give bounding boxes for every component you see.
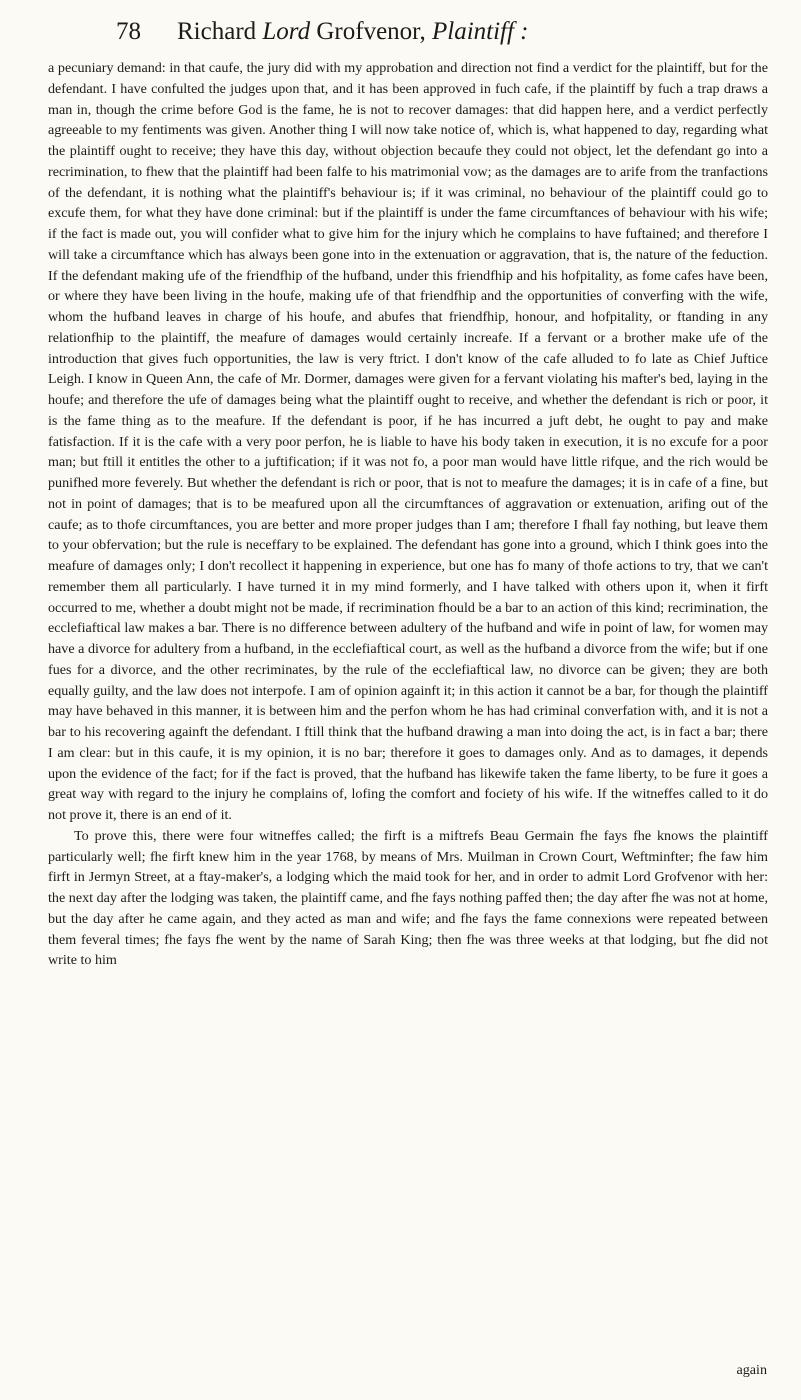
- running-head-surname: Grofvenor,: [310, 18, 432, 45]
- catchword: again: [736, 1362, 767, 1378]
- running-head-role: Plaintiff :: [431, 18, 529, 45]
- page-number: 78: [116, 18, 141, 45]
- body-text: [48, 58, 768, 971]
- paragraph: To prove this, there were four witneffes called; the firft is a miftrefs Beau Germain fhe fays fhe knows the plaintiff particularly well; fhe firft knew him in the year 1768, by means of Mrs. Muilman in Crown Court, Weftminfter; fhe faw him firft in Jermyn Street, at a ftay-maker's, a lodging which the maid took for her, and in order to admit Lord Grofvenor with her: the next day after the lodging was taken, the plaintiff came, and fhe fays nothing paffed then; the day after fhe was not at home, but the day after he came again, and they acted as man and wife; and fhe fays the fame connexions were repeated between them feveral times; fhe fays fhe went by the name of Sarah King; then fhe was three weeks at that lodging, but fhe did not write to him: [48, 827, 768, 969]
- paragraph: a pecuniary demand: in that caufe, the jury did with my approbation and direction not find a verdict for the plaintiff, but for the defendant. I have confulted the judges upon that, and it has been approved in fuch cafe, if the plaintiff by fuch a trap draws a man in, though the crime before God is the fame, he is not to recover damages: that did happen here, and a verdict perfectly agreeable to my fentiments was given. Another thing I will now take notice of, which is, what happened to day, regarding what the plaintiff ought to receive; they have this day, without objection becaufe they could not object, let the defendant go into a recrimination, to fhew that the plaintiff had been falfe to his matrimonial vow; as the damages are to arife from the tranfactions of the defendant, it is nothing what the plaintiff's behaviour is; if it was criminal, no behaviour of the plaintiff could go to excufe them, for what they have done criminal: but if the plaintiff is under the fame circumftances of behaviour with his wife; if the fact is made out, you will confider what to give him for the injury which he complains to have fuftained; and therefore I will take a circumftance which has always been gone into in the extenuation or aggravation, that is, the nature of the feduction. If the defendant making ufe of the friendfhip of the hufband, under this friendfhip and his hofpitality, as fome cafes have been, or where they have been living in the houfe, making ufe of that friendfhip and the opportunities of converfing with the wife, whom the hufband leaves in charge of his houfe, and abufes that friendfhip, honour, and hofpitality, or ftanding in any relationfhip to the plaintiff, the meafure of damages would certainly increafe. If a fervant or a brother make ufe of the introduction that gives fuch opportunities, the law is very ftrict. I don't know of the cafe alluded to fo late as Chief Juftice Leigh. I know in Queen Ann, the cafe of Mr. Dormer, damages were given for a fervant violating his mafter's bed, laying in the houfe; and therefore the ufe of damages being what the plaintiff ought to receive, and whether the defendant is rich or poor, it is the fame thing as to the meafure. If the defendant is poor, if he has incurred a juft debt, he ought to pay and make fatisfaction. If it is the cafe with a very poor perfon, he is liable to have his body taken in execution, it is no excufe for a poor man; but ftill it entitles the other to a juftification; if it was not fo, a poor man would have little rifque, and the rich would be punifhed more feverely. But whether the defendant is rich or poor, that is not to meafure the damages; it is in cafe of a fine, but not in point of damages; that is to be meafured upon all the circumftances of aggravation or extenuation, arifing out of the caufe; as to thofe circumftances, you are better and more proper judges than I am; therefore I fhall fay nothing, but leave them to your obfervation; but the rule is neceffary to be explained. The defendant has gone into a ground, which I think goes into the meafure of damages only; I don't recollect it happening in experience, but one has fo many of thofe actions to try, that we can't remember them all particularly. I have turned it in my mind formerly, and I have talked with others upon it, when it firft occurred to me, whether a doubt might not be made, if recrimination fhould be a bar to an action of this kind; recrimination, the ecclefiaftical law makes a bar. There is no difference between adultery of the hufband and wife in point of law, for women may have a divorce for adultery from a hufband, in the ecclefiaftical court, as well as the hufband a divorce from the wife; but if one fues for a divorce, and the other recriminates, by the rule of the ecclefiaftical law, no divorce can be given; they are both equally guilty, and the law does not interpofe. I am of opinion againft it; in this action it cannot be a bar, for though the plaintiff may have behaved in this manner, it is between him and the perfon whom he has had criminal converfation with, and it is not a bar to his recovering againft the defendant. I ftill think that the hufband drawing a man into doing the act, is in fact a bar; there I am clear: but in this caufe, it is my opinion, it is no bar; therefore it goes to damages only. And as to damages, it depends upon the evidence of the fact; for if the fact is proved, that the hufband has likewife taken the fame liberty, to be fure it goes a great way with regard to the injury he complains of, lofing the comfort and fociety of his wife. If the witneffes called to it do not prove it, there is an end of it.: [48, 60, 768, 823]
- running-head-name: Richard: [177, 18, 263, 45]
- running-head-title: Lord: [262, 18, 311, 45]
- running-head: [116, 14, 756, 50]
